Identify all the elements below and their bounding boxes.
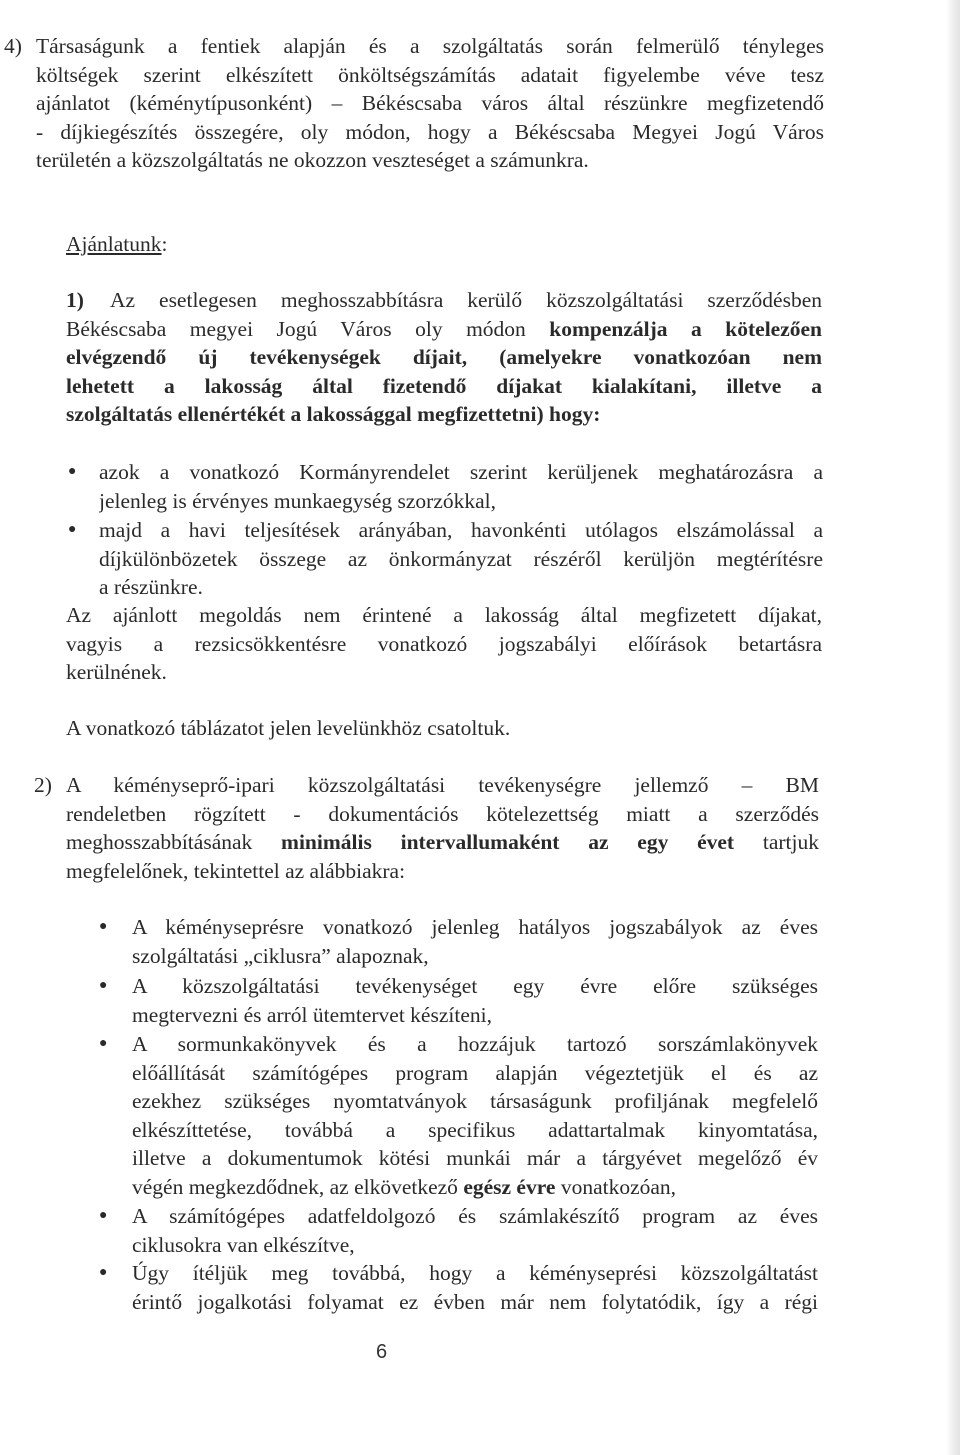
offer-item-1-number: 1) [66, 288, 84, 312]
paragraph-line: Az esetlegesen meghosszabbításra kerülő közszolgáltatási szerződésben [110, 288, 822, 312]
paragraph-line: Társaságunk a fentiek alapján és a szolgáltatás során felmerülő tényleges [36, 34, 824, 58]
paragraph-line: A közszolgáltatási tevékenységet egy évre előre szükséges [132, 974, 818, 998]
section-4-paragraph [36, 32, 824, 175]
bullet-item [99, 516, 823, 602]
paragraph-line: ajánlatot (kéménytípusonként) – Békéscsaba város által részünkre megfizetendő [36, 91, 824, 115]
paragraph-line: megtervezni és arról ütemtervet készíteni, [132, 1002, 492, 1027]
bullet-item [132, 1202, 818, 1259]
paragraph-line: költségek szerint elkészített önköltségszámítás adatait figyelembe véve tesz [36, 62, 824, 87]
bold-text-run: minimális intervallumaként az egy évet [281, 830, 735, 854]
paragraph-line: előállítását számítógépes program alapján végeztetjük el és az [132, 1060, 818, 1085]
paragraph-line: jelenleg is érvényes munkaegység szorzókkal, [99, 488, 497, 513]
bullet-dot-icon: ● [99, 1036, 108, 1051]
offer-item-1-conclusion [66, 601, 822, 687]
paragraph-line: azok a vonatkozó Kormányrendelet szerint kerüljenek meghatározásra a [99, 460, 823, 484]
page-number: 6 [376, 1341, 388, 1363]
paragraph-line [66, 828, 819, 857]
paragraph-line: rendeletben rögzített - dokumentációs kötelezettség miatt a szerződés [66, 801, 819, 826]
text-run: tartjuk [734, 830, 819, 854]
bullet-dot-icon: ● [99, 1208, 108, 1223]
text-run: vonatkozóan, [555, 1174, 677, 1199]
text-run: végén megkezdődnek, az elkövetkező [132, 1174, 464, 1199]
bullet-dot-icon: ● [99, 978, 108, 993]
paragraph-line: A számítógépes adatfeldolgozó és számlakészítő program az éves [132, 1204, 818, 1228]
bullet-item [132, 1030, 818, 1201]
paragraph-line: - díjkiegészítés összegére, oly módon, hogy a Békéscsaba Megyei Jogú Város [36, 119, 824, 144]
paragraph-line: díjkülönbözetek összege az önkormányzat részéről kerüljön megtérítésre [99, 546, 823, 571]
offer-item-1-paragraph [66, 286, 822, 429]
paragraph-line: lehetett a lakosság által fizetendő díjakat kialakítani, illetve a [66, 373, 822, 398]
paragraph-line: területén a közszolgáltatás ne okozzon veszteséget a számunkra. [36, 148, 589, 172]
paragraph-line: a részünkre. [99, 575, 203, 599]
bold-text-run: egész évre [463, 1174, 556, 1199]
paragraph-line: illetve a dokumentumok kötési munkái már a tárgyévet megelőző év [132, 1146, 818, 1170]
bullet-dot-icon: ● [68, 522, 77, 537]
paragraph-line: A sormunkakönyvek és a hozzájuk tartozó sorszámlakönyvek [132, 1032, 818, 1056]
paragraph-line: ciklusokra van elkészítve, [132, 1232, 355, 1257]
paragraph-line: érintő jogalkotási folyamat ez évben már nem folytatódik, így a régi [132, 1289, 818, 1314]
bullet-dot-icon: ● [68, 464, 77, 479]
offer-heading-text: Ajánlatunk [66, 232, 162, 256]
paragraph-line: majd a havi teljesítések arányában, havonkénti utólagos elszámolással a [99, 518, 823, 542]
text-run: meghosszabbításának [66, 830, 282, 854]
paragraph-line: megfelelőnek, tekintettel az alábbiakra: [66, 858, 406, 883]
paragraph-line: vagyis a rezsicsökkentésre vonatkozó jogszabályi előírások betartásra [66, 631, 822, 656]
paragraph-line: Úgy ítéljük meg továbbá, hogy a kéményseprési közszolgáltatást [132, 1261, 818, 1285]
table-attachment-note: A vonatkozó táblázatot jelen levelünkhöz csatoltuk. [66, 716, 511, 740]
paragraph-line: ezekhez szükséges nyomtatványok társaságunk profiljának megfelelő [132, 1089, 818, 1113]
paragraph-line: szolgáltatási „ciklusra” alapoznak, [132, 943, 429, 968]
paragraph-line [66, 315, 822, 344]
paragraph-line: A kéményseprésre vonatkozó jelenleg hatályos jogszabályok az éves [132, 915, 818, 939]
paragraph-line [132, 1173, 818, 1202]
paragraph-line: szolgáltatás ellenértékét a lakossággal megfizettetni) hogy: [66, 402, 601, 426]
bullet-dot-icon: ● [99, 919, 108, 934]
section-4-number: 4) [4, 34, 22, 58]
bullet-item [132, 913, 818, 970]
bullet-item [132, 972, 818, 1029]
paragraph-line: A kéményseprő-ipari közszolgáltatási tevékenységre jellemző – BM [66, 773, 819, 797]
bullet-item [99, 458, 823, 515]
paragraph-line: kerülnének. [66, 660, 167, 684]
paragraph-line: elvégzendő új tevékenységek díjait, (amelyekre vonatkozóan nem [66, 345, 822, 369]
offer-heading-colon: : [161, 232, 168, 256]
paragraph-line: elkészíttetése, továbbá a specifikus adattartalmak kinyomtatása, [132, 1117, 818, 1142]
paragraph-line: Az ajánlott megoldás nem érintené a lakosság által megfizetett díjakat, [66, 603, 822, 627]
bold-text-run: kompenzálja a kötelezően [549, 316, 822, 341]
bullet-dot-icon: ● [99, 1265, 108, 1280]
text-run: Békéscsaba megyei Jogú Város oly módon [66, 316, 550, 341]
offer-item-2-paragraph [66, 771, 819, 885]
offer-heading [66, 230, 168, 259]
offer-item-2-number: 2) [34, 773, 52, 797]
bullet-item [132, 1259, 818, 1316]
